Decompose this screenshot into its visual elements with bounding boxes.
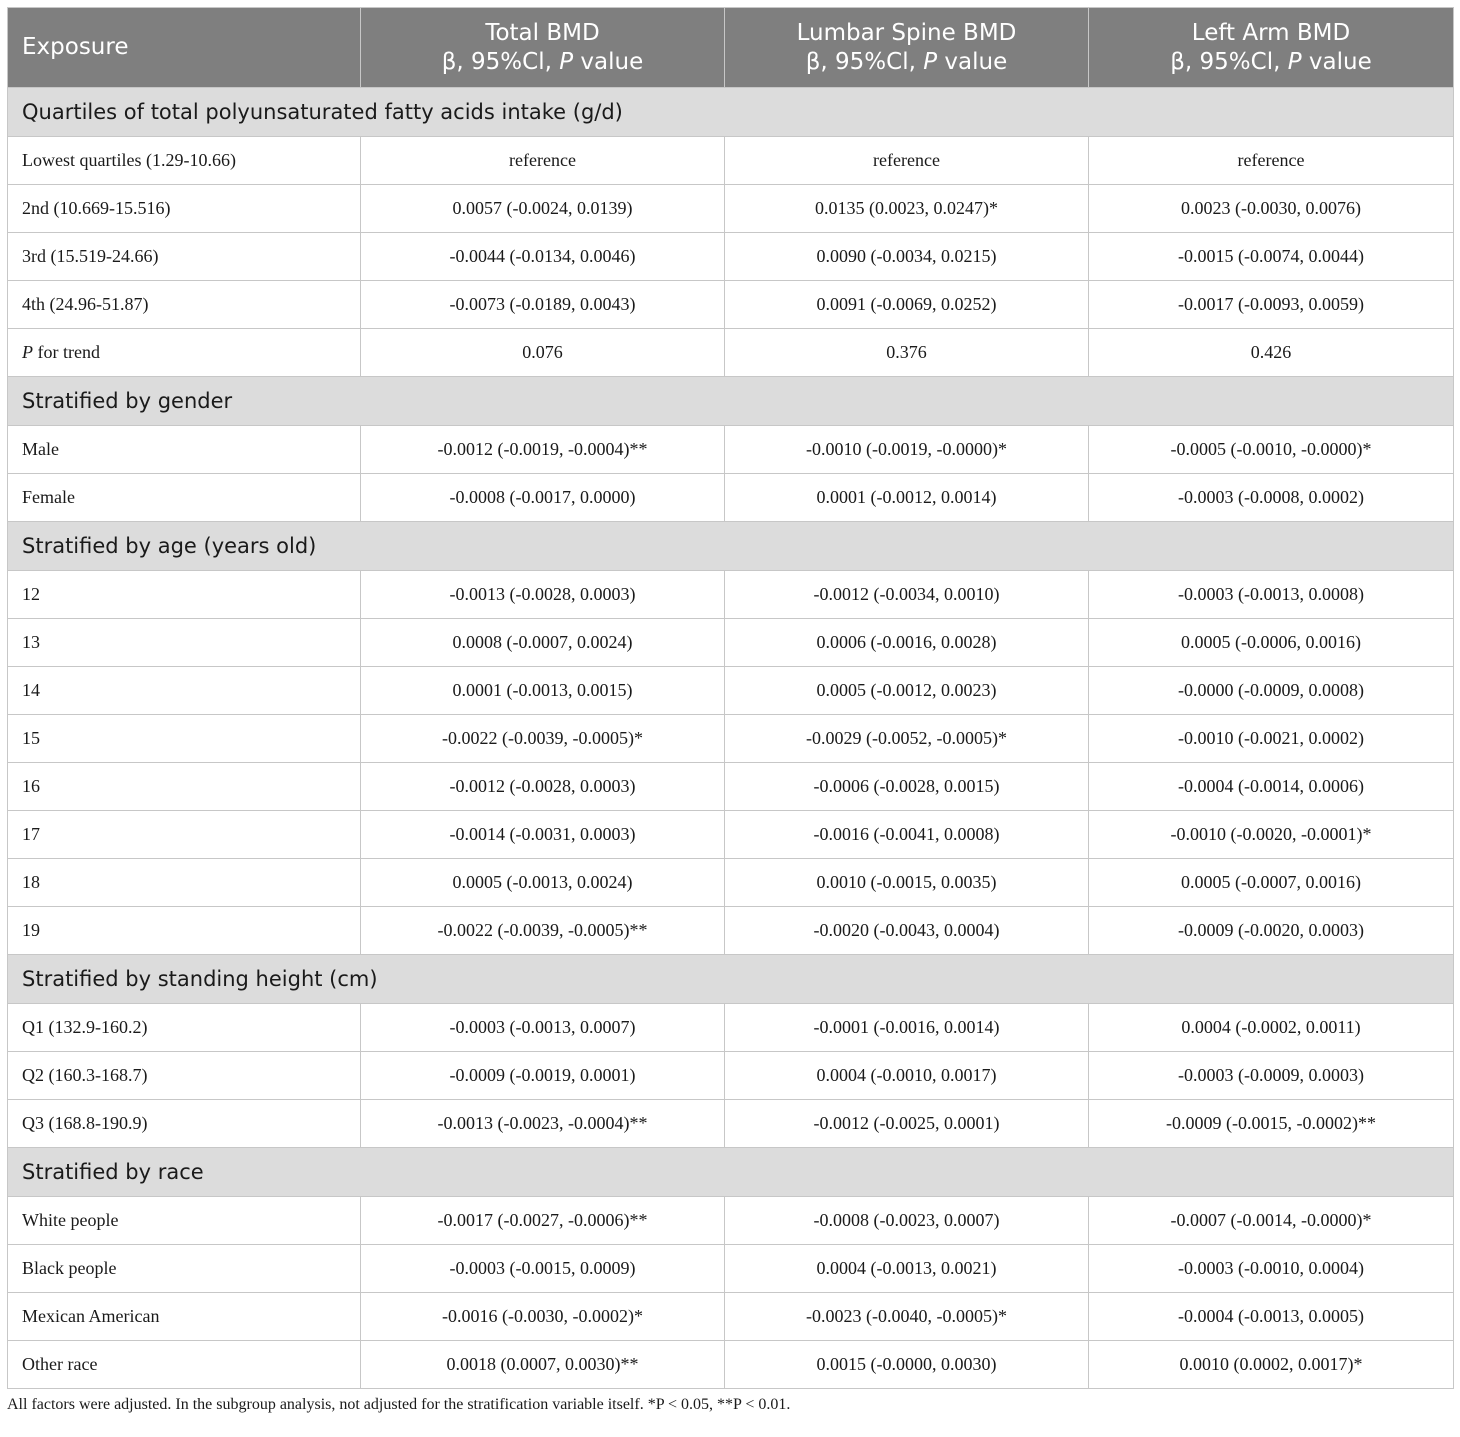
value-cell: -0.0017 (-0.0027, -0.0006)** bbox=[361, 1197, 725, 1245]
value-cell: -0.0020 (-0.0043, 0.0004) bbox=[725, 907, 1089, 955]
value-cell: -0.0001 (-0.0016, 0.0014) bbox=[725, 1004, 1089, 1052]
value-cell: -0.0007 (-0.0014, -0.0000)* bbox=[1089, 1197, 1454, 1245]
section-header-row bbox=[8, 522, 1454, 571]
value-cell: 0.0057 (-0.0024, 0.0139) bbox=[361, 185, 725, 233]
table-row bbox=[8, 667, 1454, 715]
value-cell: -0.0023 (-0.0040, -0.0005)* bbox=[725, 1293, 1089, 1341]
header-lumbar-spine-bmd bbox=[725, 8, 1089, 88]
row-label: 13 bbox=[8, 619, 361, 667]
value-cell: -0.0003 (-0.0015, 0.0009) bbox=[361, 1245, 725, 1293]
value-cell: 0.0004 (-0.0002, 0.0011) bbox=[1089, 1004, 1454, 1052]
value-cell: 0.0005 (-0.0007, 0.0016) bbox=[1089, 859, 1454, 907]
row-label: Q3 (168.8-190.9) bbox=[8, 1100, 361, 1148]
table-header-row bbox=[8, 8, 1454, 88]
row-label: 3rd (15.519-24.66) bbox=[8, 233, 361, 281]
value-cell: -0.0012 (-0.0034, 0.0010) bbox=[725, 571, 1089, 619]
row-label: Female bbox=[8, 474, 361, 522]
value-cell: 0.0010 (0.0002, 0.0017)* bbox=[1089, 1341, 1454, 1389]
value-cell: 0.0090 (-0.0034, 0.0215) bbox=[725, 233, 1089, 281]
row-label: 18 bbox=[8, 859, 361, 907]
table-row bbox=[8, 474, 1454, 522]
value-cell: 0.076 bbox=[361, 329, 725, 377]
section-header-row bbox=[8, 955, 1454, 1004]
table-row bbox=[8, 859, 1454, 907]
value-cell: -0.0004 (-0.0013, 0.0005) bbox=[1089, 1293, 1454, 1341]
table-row bbox=[8, 763, 1454, 811]
table-row bbox=[8, 137, 1454, 185]
table-row bbox=[8, 426, 1454, 474]
table-body bbox=[8, 88, 1454, 1389]
value-cell: -0.0006 (-0.0028, 0.0015) bbox=[725, 763, 1089, 811]
table-row bbox=[8, 1197, 1454, 1245]
table-row bbox=[8, 619, 1454, 667]
value-cell: -0.0000 (-0.0009, 0.0008) bbox=[1089, 667, 1454, 715]
value-cell: -0.0009 (-0.0019, 0.0001) bbox=[361, 1052, 725, 1100]
value-cell: -0.0012 (-0.0019, -0.0004)** bbox=[361, 426, 725, 474]
table-row bbox=[8, 329, 1454, 377]
row-label: Q2 (160.3-168.7) bbox=[8, 1052, 361, 1100]
table-row bbox=[8, 233, 1454, 281]
row-label: Q1 (132.9-160.2) bbox=[8, 1004, 361, 1052]
table-row bbox=[8, 715, 1454, 763]
value-cell: 0.0004 (-0.0013, 0.0021) bbox=[725, 1245, 1089, 1293]
value-cell: -0.0003 (-0.0010, 0.0004) bbox=[1089, 1245, 1454, 1293]
table-row bbox=[8, 1004, 1454, 1052]
value-cell: -0.0017 (-0.0093, 0.0059) bbox=[1089, 281, 1454, 329]
table-row bbox=[8, 1052, 1454, 1100]
table-row bbox=[8, 1293, 1454, 1341]
table-row bbox=[8, 1341, 1454, 1389]
header-col-name: Total BMD bbox=[485, 19, 600, 46]
value-cell: -0.0003 (-0.0013, 0.0007) bbox=[361, 1004, 725, 1052]
value-cell: -0.0009 (-0.0020, 0.0003) bbox=[1089, 907, 1454, 955]
row-label: Male bbox=[8, 426, 361, 474]
value-cell: -0.0004 (-0.0014, 0.0006) bbox=[1089, 763, 1454, 811]
value-cell: reference bbox=[1089, 137, 1454, 185]
value-cell: -0.0003 (-0.0009, 0.0003) bbox=[1089, 1052, 1454, 1100]
value-cell: -0.0014 (-0.0031, 0.0003) bbox=[361, 811, 725, 859]
table-row bbox=[8, 1245, 1454, 1293]
header-total-bmd bbox=[361, 8, 725, 88]
row-label: Other race bbox=[8, 1341, 361, 1389]
section-header-row bbox=[8, 377, 1454, 426]
row-label: Lowest quartiles (1.29-10.66) bbox=[8, 137, 361, 185]
value-cell: 0.0010 (-0.0015, 0.0035) bbox=[725, 859, 1089, 907]
value-cell: 0.0001 (-0.0013, 0.0015) bbox=[361, 667, 725, 715]
value-cell: -0.0009 (-0.0015, -0.0002)** bbox=[1089, 1100, 1454, 1148]
header-col-stat: β, 95%Cl, P value bbox=[441, 48, 644, 75]
header-col-stat: β, 95%Cl, P value bbox=[805, 48, 1008, 75]
row-label: Mexican American bbox=[8, 1293, 361, 1341]
row-label: 12 bbox=[8, 571, 361, 619]
value-cell: reference bbox=[361, 137, 725, 185]
header-col-name: Lumbar Spine BMD bbox=[796, 19, 1017, 46]
row-label: P for trend bbox=[8, 329, 361, 377]
value-cell: 0.0023 (-0.0030, 0.0076) bbox=[1089, 185, 1454, 233]
value-cell: -0.0016 (-0.0030, -0.0002)* bbox=[361, 1293, 725, 1341]
table-row bbox=[8, 811, 1454, 859]
row-label: White people bbox=[8, 1197, 361, 1245]
section-title: Stratified by age (years old) bbox=[8, 522, 1454, 571]
table-footnote: All factors were adjusted. In the subgroup analysis, not adjusted for the stratification variable itself. *P < 0.05, **P < 0.01. bbox=[7, 1396, 791, 1413]
results-table bbox=[7, 7, 1454, 1389]
value-cell: 0.376 bbox=[725, 329, 1089, 377]
section-title: Stratified by gender bbox=[8, 377, 1454, 426]
header-col-stat: β, 95%Cl, P value bbox=[1170, 48, 1372, 75]
row-label: 14 bbox=[8, 667, 361, 715]
row-label: 2nd (10.669-15.516) bbox=[8, 185, 361, 233]
row-label: 17 bbox=[8, 811, 361, 859]
value-cell: 0.0006 (-0.0016, 0.0028) bbox=[725, 619, 1089, 667]
value-cell: reference bbox=[725, 137, 1089, 185]
header-col-name: Left Arm BMD bbox=[1191, 19, 1351, 46]
value-cell: -0.0022 (-0.0039, -0.0005)* bbox=[361, 715, 725, 763]
table-row bbox=[8, 571, 1454, 619]
table-row bbox=[8, 185, 1454, 233]
row-label: 16 bbox=[8, 763, 361, 811]
value-cell: -0.0029 (-0.0052, -0.0005)* bbox=[725, 715, 1089, 763]
value-cell: -0.0003 (-0.0013, 0.0008) bbox=[1089, 571, 1454, 619]
section-title: Stratified by standing height (cm) bbox=[8, 955, 1454, 1004]
value-cell: 0.0005 (-0.0012, 0.0023) bbox=[725, 667, 1089, 715]
value-cell: -0.0013 (-0.0023, -0.0004)** bbox=[361, 1100, 725, 1148]
value-cell: -0.0003 (-0.0008, 0.0002) bbox=[1089, 474, 1454, 522]
value-cell: -0.0012 (-0.0028, 0.0003) bbox=[361, 763, 725, 811]
header-exposure: Exposure bbox=[8, 8, 361, 88]
value-cell: 0.0001 (-0.0012, 0.0014) bbox=[725, 474, 1089, 522]
value-cell: -0.0015 (-0.0074, 0.0044) bbox=[1089, 233, 1454, 281]
value-cell: 0.0015 (-0.0000, 0.0030) bbox=[725, 1341, 1089, 1389]
value-cell: 0.0005 (-0.0006, 0.0016) bbox=[1089, 619, 1454, 667]
value-cell: -0.0008 (-0.0017, 0.0000) bbox=[361, 474, 725, 522]
value-cell: 0.0091 (-0.0069, 0.0252) bbox=[725, 281, 1089, 329]
section-header-row bbox=[8, 88, 1454, 137]
row-label: 19 bbox=[8, 907, 361, 955]
table-row bbox=[8, 1100, 1454, 1148]
document bbox=[7, 7, 1453, 1414]
value-cell: -0.0010 (-0.0020, -0.0001)* bbox=[1089, 811, 1454, 859]
value-cell: -0.0022 (-0.0039, -0.0005)** bbox=[361, 907, 725, 955]
table-row bbox=[8, 281, 1454, 329]
value-cell: 0.0008 (-0.0007, 0.0024) bbox=[361, 619, 725, 667]
value-cell: -0.0005 (-0.0010, -0.0000)* bbox=[1089, 426, 1454, 474]
value-cell: 0.0018 (0.0007, 0.0030)** bbox=[361, 1341, 725, 1389]
value-cell: -0.0010 (-0.0021, 0.0002) bbox=[1089, 715, 1454, 763]
row-label: 4th (24.96-51.87) bbox=[8, 281, 361, 329]
table-row bbox=[8, 907, 1454, 955]
value-cell: -0.0010 (-0.0019, -0.0000)* bbox=[725, 426, 1089, 474]
value-cell: 0.0135 (0.0023, 0.0247)* bbox=[725, 185, 1089, 233]
value-cell: -0.0012 (-0.0025, 0.0001) bbox=[725, 1100, 1089, 1148]
section-title: Quartiles of total polyunsaturated fatty acids intake (g/d) bbox=[8, 88, 1454, 137]
value-cell: 0.426 bbox=[1089, 329, 1454, 377]
section-header-row bbox=[8, 1148, 1454, 1197]
header-left-arm-bmd bbox=[1089, 8, 1454, 88]
value-cell: -0.0044 (-0.0134, 0.0046) bbox=[361, 233, 725, 281]
section-title: Stratified by race bbox=[8, 1148, 1454, 1197]
row-label: 15 bbox=[8, 715, 361, 763]
value-cell: -0.0013 (-0.0028, 0.0003) bbox=[361, 571, 725, 619]
row-label: Black people bbox=[8, 1245, 361, 1293]
value-cell: 0.0004 (-0.0010, 0.0017) bbox=[725, 1052, 1089, 1100]
value-cell: -0.0073 (-0.0189, 0.0043) bbox=[361, 281, 725, 329]
value-cell: -0.0016 (-0.0041, 0.0008) bbox=[725, 811, 1089, 859]
value-cell: 0.0005 (-0.0013, 0.0024) bbox=[361, 859, 725, 907]
value-cell: -0.0008 (-0.0023, 0.0007) bbox=[725, 1197, 1089, 1245]
